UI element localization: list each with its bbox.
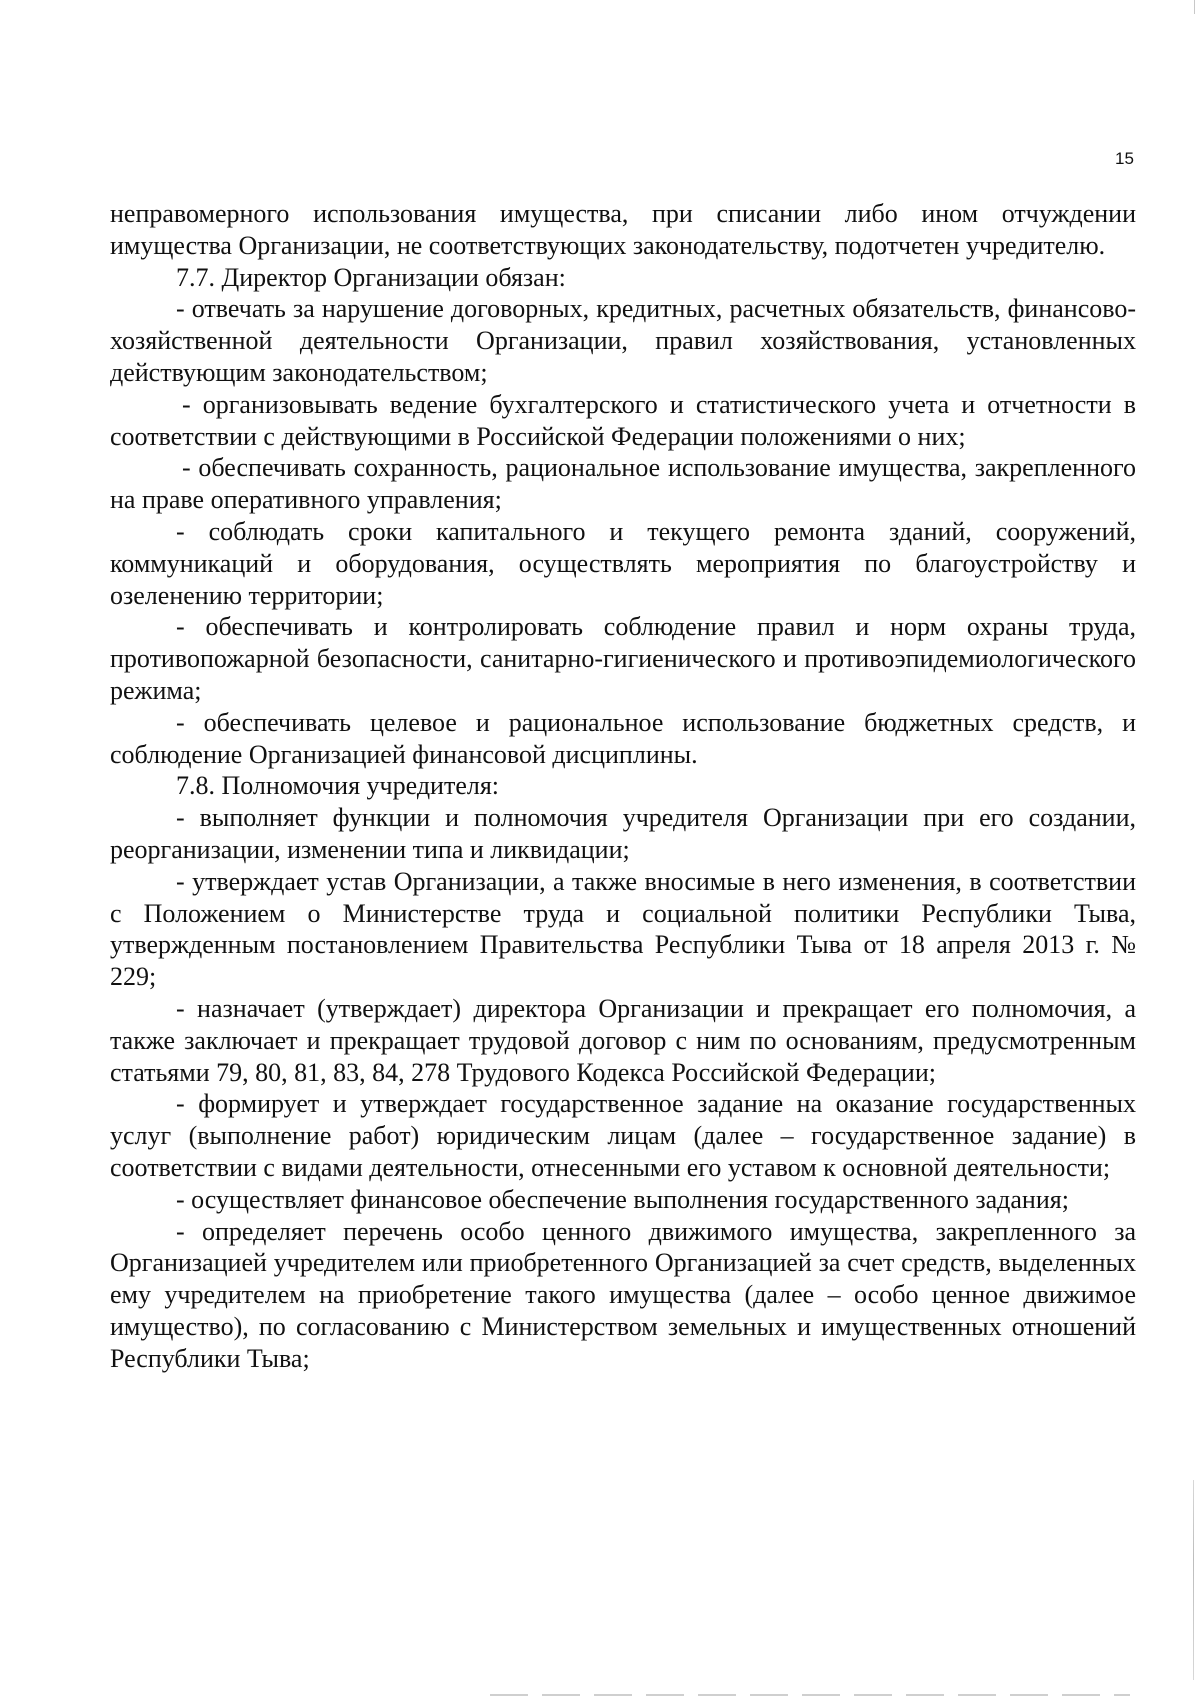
list-item-obligations: - отвечать за нарушение договорных, кредитных, расчетных обязательств, финансово-хозяйственной деятельности Организации, правил хозяйствования, установленных действующим законодательством; [110, 294, 1136, 387]
scan-artifact-top [1194, 0, 1195, 14]
list-item-repairs: - соблюдать сроки капитального и текущего ремонта зданий, сооружений, коммуникаций и оборудования, осуществлять мероприятия по благоустройству и озеленению территории; [110, 516, 1136, 610]
section-7-8-heading: 7.8. Полномочия учредителя: [176, 771, 500, 801]
list-item-director-appointment: - назначает (утверждает) директора Организации и прекращает его полномочия, а также заключает и прекращает трудовой договор с ним по основаниям, предусмотренным статьями 79, 80, 81, 83, 84, 278 Трудового Кодекса Российской Федерации; [110, 993, 1136, 1087]
scan-artifact-right [1193, 1480, 1194, 1680]
list-item-charter: - утверждает устав Организации, а также вносимые в него изменения, в соответствии с Положением о Министерстве труда и социальной политики Республики Тыва, утвержденным постановлением Правительства Республики Тыва от 18 апреля 2013 г. № 229; [110, 866, 1136, 992]
list-item-financing: - осуществляет финансовое обеспечение выполнения государственного задания; [176, 1184, 1069, 1214]
paragraph-continuation: неправомерного использования имущества, при списании либо ином отчуждении имущества Организации, не соответствующих законодательству, подотчетен учредителю. [110, 199, 1136, 260]
list-item-valuable-property: - определяет перечень особо ценного движимого имущества, закрепленного за Организацией учредителем или приобретенного Организацией за счет средств, выделенных ему учредителем на приобретение такого имущества (далее – особо ценное движимое имущество), по согласованию с Министерством земельных и имущественных отношений Республики Тыва; [110, 1216, 1136, 1373]
scan-artifact-bottom [490, 1694, 1130, 1696]
list-item-budget: - обеспечивать целевое и рациональное использование бюджетных средств, и соблюдение Организацией финансовой дисциплины. [110, 707, 1136, 769]
list-item-labor-safety: - обеспечивать и контролировать соблюдение правил и норм охраны труда, противопожарной безопасности, санитарно-гигиенического и противоэпидемиологического режима; [110, 612, 1136, 705]
list-item-property-safety: - обеспечивать сохранность, рациональное использование имущества, закрепленного на праве оперативного управления; [110, 453, 1136, 515]
section-7-7-heading: 7.7. Директор Организации обязан: [176, 262, 566, 292]
list-item-accounting: - организовывать ведение бухгалтерского и статистического учета и отчетности в соответствии с действующими в Российской Федерации положениями о них; [110, 389, 1136, 451]
list-item-state-task: - формирует и утверждает государственное задание на оказание государственных услуг (выполнение работ) юридическим лицам (далее – государственное задание) в соответствии с видами деятельности, отнесенными его уставом к основной деятельности; [110, 1089, 1136, 1182]
document-body [110, 198, 1136, 1374]
list-item-founder-functions: - выполняет функции и полномочия учредителя Организации при его создании, реорганизации, изменении типа и ликвидации; [110, 803, 1136, 864]
page-number: 15 [1115, 149, 1134, 168]
